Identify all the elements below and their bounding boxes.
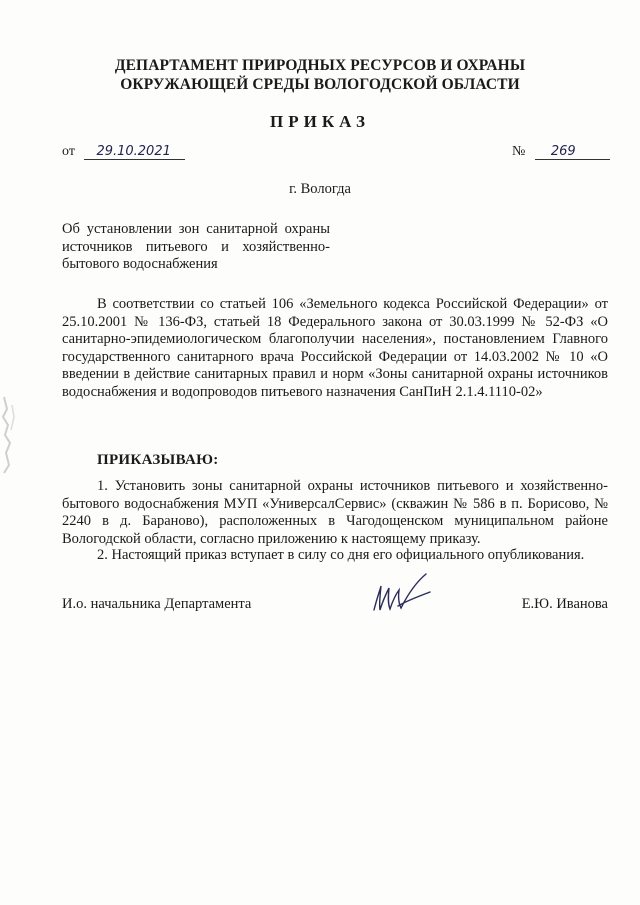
preamble-paragraph: В соответствии со статьей 106 «Земельного кодекса Российской Федерации» от 25.10.2001 № 136-ФЗ, статьей 18 Федерального закона от 30.03.1999 № 52-ФЗ «О санитарно-эпидемиологическом благополучии населения», постановлением Главного государственного санитарного врача Российской Федерации от 14.03.2002 № 10 «О введении в действие санитарных правил и норм «Зоны санитарной охраны источников водоснабжения и водопроводов питьевого назначения СанПиН 2.1.4.1110-02» xyxy=(62,296,608,400)
number-field xyxy=(512,144,610,160)
document-type-title: ПРИКАЗ xyxy=(270,112,370,131)
order-heading: ПРИКАЗЫВАЮ: xyxy=(97,452,219,468)
organization-header xyxy=(0,56,640,94)
signatory-title: И.о. начальника Департамента xyxy=(62,596,252,612)
date-prefix: от xyxy=(62,144,75,159)
signatory-name: Е.Ю. Иванова xyxy=(521,596,608,612)
handwritten-date: 29.10.2021 xyxy=(84,145,184,160)
scan-artifact xyxy=(0,395,22,475)
handwritten-signature xyxy=(368,570,438,620)
org-name-line-2: ОКРУЖАЮЩЕЙ СРЕДЫ ВОЛОГОДСКОЙ ОБЛАСТИ xyxy=(120,76,520,93)
document-subject: Об установлении зон санитарной охраны источников питьевого и хозяйственно-бытового водоснабжения xyxy=(62,221,330,272)
handwritten-number: 269 xyxy=(535,145,610,160)
date-field xyxy=(62,144,185,160)
number-prefix: № xyxy=(512,144,526,159)
order-item-2: 2. Настоящий приказ вступает в силу со дня его официального опубликования. xyxy=(97,547,585,563)
org-name-line-1: ДЕПАРТАМЕНТ ПРИРОДНЫХ РЕСУРСОВ И ОХРАНЫ xyxy=(114,57,526,74)
order-item-1: 1. Установить зоны санитарной охраны источников питьевого и хозяйственно-бытового водоснабжения МУП «УниверсалСервис» (скважин № 586 в п. Борисово, № 2240 в д. Бараново), расположенных в Чагодощенском муниципальном районе Вологодской области, согласно приложению к настоящему приказу. xyxy=(62,478,608,547)
city-line: г. Вологда xyxy=(289,181,351,197)
